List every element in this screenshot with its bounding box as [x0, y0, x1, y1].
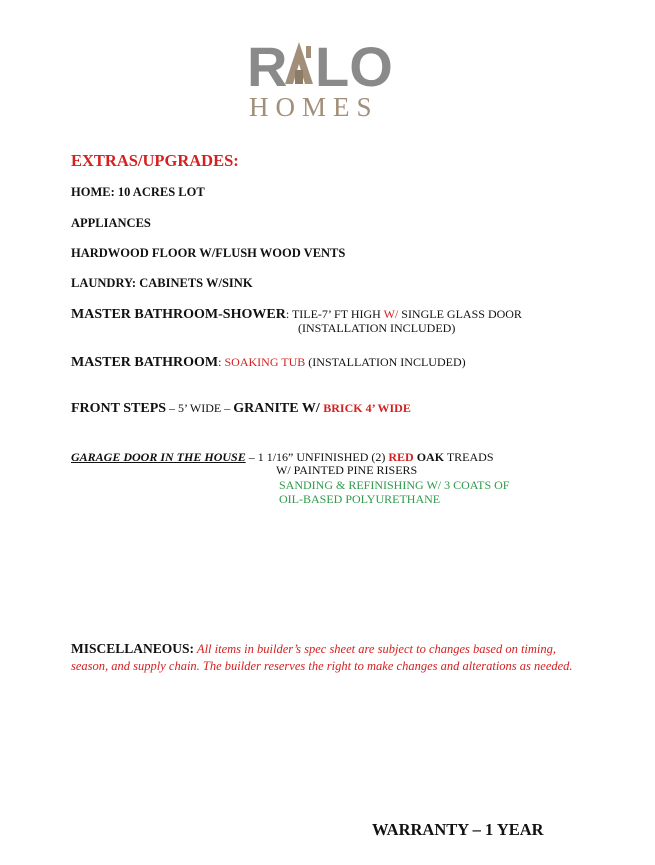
misc-text: All items in builder’s spec sheet are subject to changes based on timing, season, and supply chain. The builder reserves the right to make changes and alterations as needed. — [71, 642, 573, 673]
extras-heading: EXTRAS/UPGRADES: — [71, 151, 239, 170]
bathroom-label: MASTER BATHROOM — [71, 355, 219, 370]
warranty-line: WARRANTY – 1 YEAR — [372, 820, 544, 839]
shower-installation-note: (INSTALLATION INCLUDED) — [298, 321, 456, 335]
shower-colon: : — [285, 307, 292, 321]
shower-label: MASTER BATHROOM-SHOWER — [71, 307, 286, 322]
ralo-homes-logo — [247, 34, 412, 120]
bathroom-soaking-tub: SOAKING TUB — [224, 355, 306, 369]
front-steps-brick: BRICK 4’ WIDE — [323, 401, 411, 415]
shower-text-1: TILE-7’ FT HIGH — [291, 307, 384, 321]
garage-oak: OAK — [413, 450, 445, 464]
bathroom-line — [71, 353, 466, 371]
front-steps-line — [71, 399, 411, 417]
garage-label: GARAGE DOOR IN THE HOUSE — [71, 450, 246, 464]
bathroom-installation-note: (INSTALLATION INCLUDED) — [305, 355, 466, 369]
shower-text-2: SINGLE GLASS DOOR — [398, 307, 522, 321]
house-roof-icon — [285, 42, 313, 84]
garage-red: RED — [388, 450, 414, 464]
shower-text-red: W/ — [383, 307, 399, 321]
garage-risers: W/ PAINTED PINE RISERS — [276, 463, 418, 477]
logo-homes-text: HOMES — [249, 92, 379, 120]
appliances-line: APPLIANCES — [71, 216, 151, 230]
miscellaneous-paragraph — [71, 640, 583, 675]
laundry-line: LAUNDRY: CABINETS W/SINK — [71, 276, 253, 290]
garage-text-1: – 1 1/16” UNFINISHED (2) — [245, 450, 389, 464]
bathroom-colon: : — [218, 355, 225, 369]
company-logo — [247, 34, 412, 120]
garage-treads: TREADS — [444, 450, 494, 464]
front-steps-width: – 5’ WIDE – — [166, 401, 234, 415]
logo-letter-r: R — [247, 35, 288, 98]
front-steps-label: FRONT STEPS — [71, 401, 167, 416]
misc-label: MISCELLANEOUS: — [71, 641, 195, 656]
garage-sanding: SANDING & REFINISHING W/ 3 COATS OF — [279, 478, 510, 492]
home-lot-line: HOME: 10 ACRES LOT — [71, 185, 205, 199]
garage-polyurethane: OIL-BASED POLYURETHANE — [279, 492, 441, 506]
logo-letters-lo: LO — [315, 35, 393, 98]
hardwood-line: HARDWOOD FLOOR W/FLUSH WOOD VENTS — [71, 246, 346, 260]
front-steps-granite: GRANITE W/ — [233, 401, 324, 416]
